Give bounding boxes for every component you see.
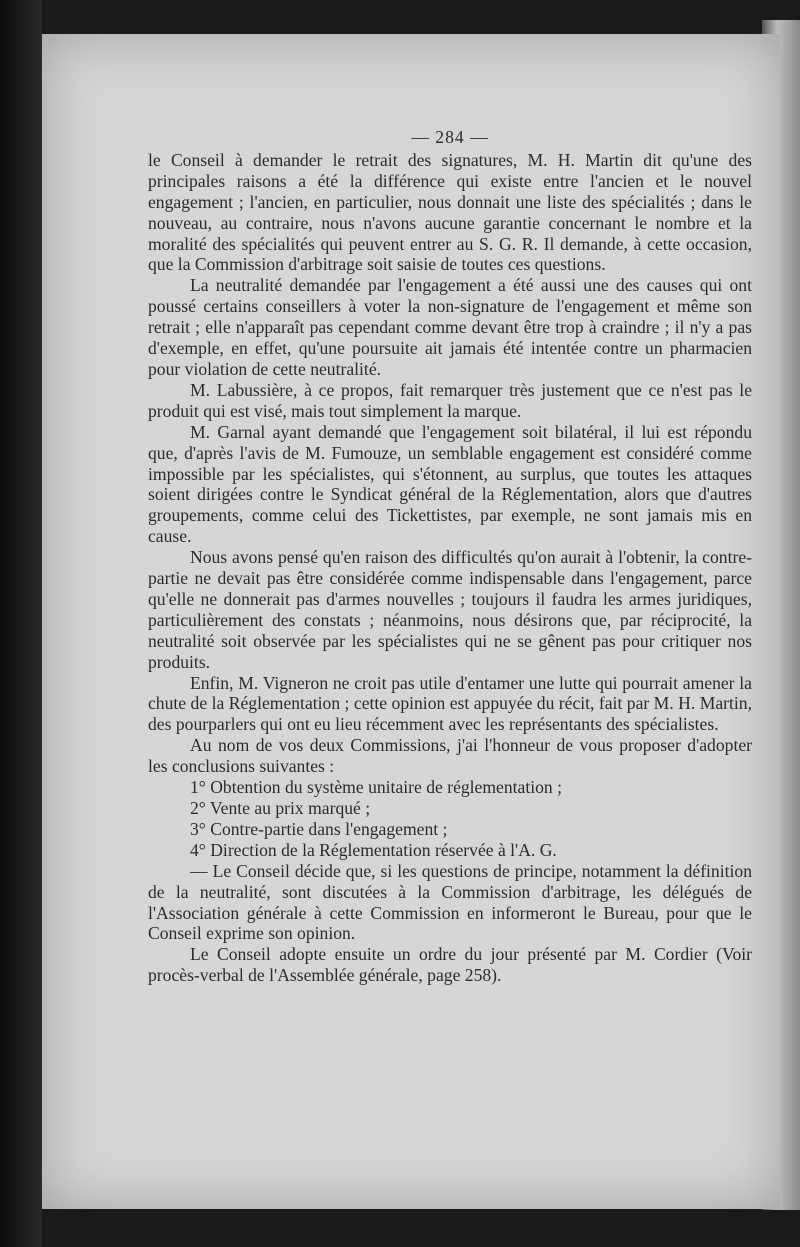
- paragraph: Enfin, M. Vigneron ne croit pas utile d'entamer une lutte qui pourrait amener la chute de la Réglementation ; cette opinion est appuyée du récit, fait par M. H. Martin, des pourparlers qui ont eu lieu récemment avec les représentants des spécialistes.: [148, 672, 752, 735]
- page-number: — 284 —: [411, 127, 489, 147]
- paragraph: M. Labussière, à ce propos, fait remarquer très justement que ce n'est pas le produit qui est visé, mais tout simplement la marque.: [148, 379, 752, 421]
- conclusion-item: 3° Contre-partie dans l'engagement ;: [190, 818, 448, 839]
- conclusion-item: 1° Obtention du système unitaire de réglementation ;: [190, 777, 563, 798]
- paragraph: M. Garnal ayant demandé que l'engagement soit bilatéral, il lui est répondu que, d'après l'avis de M. Fumouze, un semblable engagement est considéré comme impossible par les spécialistes, qui s'étonnent, au surplus, que toutes les attaques soient dirigées contre le Syndicat général de la Réglementation, alors que d'autres groupements, comme celui des Tickettistes, par exemple, ne sont jamais mis en cause.: [148, 421, 752, 547]
- book-left-edge: [0, 0, 42, 1247]
- paragraph: Au nom de vos deux Commissions, j'ai l'honneur de vous proposer d'adopter les conclusions suivantes :: [148, 735, 752, 777]
- paragraph: Nous avons pensé qu'en raison des difficultés qu'on aurait à l'obtenir, la contre-partie ne devait pas être considérée comme indispensable dans l'engagement, parce qu'elle ne donnerait pas d'armes nouvelles ; toujours il faudra les armes juridiques, particulièrement des constats ; néanmoins, nous désirons que, par réciprocité, la neutralité soit observée par les spécialistes qui ne se gênent pas pour critiquer nos produits.: [148, 547, 752, 672]
- conclusion-item: 4° Direction de la Réglementation réservée à l'A. G.: [190, 839, 557, 860]
- conclusion-item: 2° Vente au prix marqué ;: [190, 798, 371, 818]
- paragraph: La neutralité demandée par l'engagement a été aussi une des causes qui ont poussé certains conseillers à voter la non-signature de l'engagement et même son retrait ; elle n'apparaît pas cependant comme devant être trop à craindre ; il n'y a pas d'exemple, en effet, qu'une poursuite ait jamais été intentée contre un pharmacien pour violation de cette neutralité.: [148, 275, 752, 379]
- page-text: [148, 127, 752, 986]
- paragraph: — Le Conseil décide que, si les questions de principe, notamment la définition de la neutralité, sont discutées à la Commission d'arbitrage, les délégués de l'Association générale à cette Commission en informeront le Bureau, pour que le Conseil exprime son opinion.: [148, 860, 752, 944]
- paragraph: le Conseil à demander le retrait des signatures, M. H. Martin dit qu'une des principales raisons a été la différence qui existe entre l'ancien et le nouvel engagement ; l'ancien, en particulier, nous donnait une liste des spécialités ; dans le nouveau, au contraire, nous n'avons aucune garantie concernant le nombre et la moralité des spécialités qui peuvent entrer au S. G. R. Il demande, à cette occasion, que la Commission d'arbitrage soit saisie de toutes ces questions.: [148, 149, 752, 275]
- paragraph: Le Conseil adopte ensuite un ordre du jour présenté par M. Cordier (Voir procès-verbal de l'Assemblée générale, page 258).: [148, 944, 752, 986]
